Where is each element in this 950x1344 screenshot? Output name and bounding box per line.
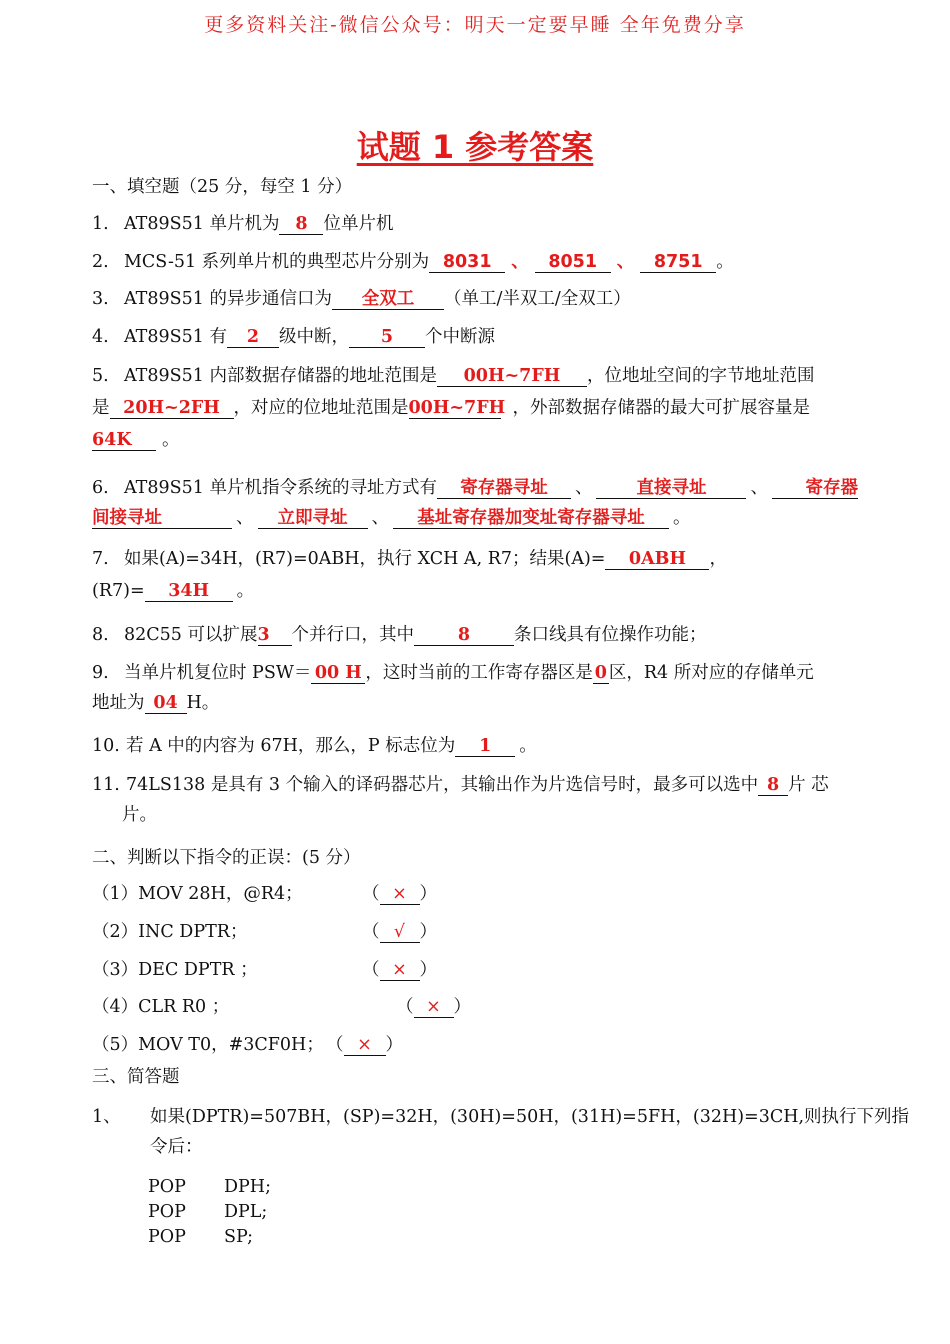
judge-item-3 bbox=[92, 959, 258, 981]
open-paren: （ bbox=[396, 997, 414, 1017]
question-text: 地址为 bbox=[92, 693, 145, 713]
instruction-label: （5）MOV T0，#3CF0H； bbox=[92, 1035, 324, 1055]
answer-blank: 寄存器 bbox=[772, 478, 858, 499]
answer-blank: 00 H bbox=[311, 663, 365, 684]
question-text: 。 bbox=[673, 508, 691, 528]
question-number: 2. bbox=[92, 252, 109, 272]
question-text: H。 bbox=[186, 693, 220, 713]
answer-blank: 0ABH bbox=[605, 549, 709, 570]
code-line bbox=[148, 1225, 253, 1249]
question-text: ， bbox=[709, 549, 727, 569]
short-question-1-number: 1、 bbox=[92, 1107, 121, 1127]
code-operand: DPH; bbox=[224, 1177, 271, 1197]
answer-blank: 直接寻址 bbox=[596, 478, 746, 499]
question-text: 82C55 可以扩展 bbox=[124, 625, 258, 645]
judge-result-5 bbox=[326, 1034, 403, 1056]
judge-item-2 bbox=[92, 921, 247, 943]
question-number: 8. bbox=[92, 625, 109, 645]
open-paren: （ bbox=[326, 1035, 344, 1055]
question-text: AT89S51 单片机为 bbox=[124, 214, 280, 234]
question-number: 10. bbox=[92, 736, 120, 756]
instruction-label: （2）INC DPTR； bbox=[92, 922, 248, 942]
judge-result-1 bbox=[362, 883, 437, 905]
question-text: (R7)= bbox=[92, 581, 145, 601]
question-text: 级中断， bbox=[278, 327, 349, 347]
answer-blank: 8 bbox=[758, 775, 788, 796]
answer-blank: 64K bbox=[92, 430, 156, 451]
question-number: 1. bbox=[92, 214, 109, 234]
answer-blank: 00H~7FH bbox=[437, 366, 587, 387]
question-text: 条口线具有位操作功能； bbox=[514, 625, 707, 645]
question-text: 区，R4 所对应的存储单元 bbox=[608, 663, 814, 683]
answer-blank: 8 bbox=[414, 625, 514, 646]
short-question-1-text: 如果(DPTR)=507BH，(SP)=32H，(30H)=50H，(31H)=5FH，(32H)=3CH,则执行下列指 bbox=[150, 1107, 910, 1127]
question-number: 4. bbox=[92, 327, 109, 347]
judge-result-3 bbox=[362, 959, 437, 981]
question-9-line-2 bbox=[92, 692, 219, 714]
question-text: 。 bbox=[162, 430, 180, 450]
answer-blank: 00H~7FH bbox=[408, 398, 506, 418]
question-text: 。 bbox=[716, 252, 734, 272]
section-heading-fill-in: 一、填空题（25 分，每空 1 分） bbox=[92, 177, 353, 197]
answer-blank: 立即寻址 bbox=[258, 508, 368, 529]
question-5-line-3 bbox=[92, 429, 180, 451]
instruction-label: （4）CLR R0 ； bbox=[92, 997, 230, 1017]
answer-blank: 8031 bbox=[429, 252, 505, 273]
question-number: 3. bbox=[92, 289, 109, 309]
question-3 bbox=[92, 288, 631, 310]
close-paren: ） bbox=[419, 884, 437, 904]
code-line bbox=[148, 1200, 267, 1224]
question-text: AT89S51 有 bbox=[124, 327, 227, 347]
question-number: 6. bbox=[92, 478, 109, 498]
code-line bbox=[148, 1175, 271, 1199]
question-text: AT89S51 内部数据存储器的地址范围是 bbox=[124, 366, 437, 386]
question-text: 当单片机复位时 PSW＝ bbox=[124, 663, 312, 683]
question-number: 5. bbox=[92, 366, 109, 386]
question-text: 若 A 中的内容为 67H，那么，P 标志位为 bbox=[126, 736, 456, 756]
open-paren: （ bbox=[362, 960, 380, 980]
question-10 bbox=[92, 735, 537, 757]
question-6-line-1 bbox=[92, 477, 858, 499]
question-2 bbox=[92, 251, 734, 273]
code-operand: SP; bbox=[224, 1227, 254, 1247]
question-8 bbox=[92, 624, 707, 646]
answer-blank: 20H~2FH bbox=[110, 398, 234, 419]
answer-blank: 2 bbox=[227, 327, 279, 348]
separator: 、 bbox=[750, 478, 768, 498]
section-heading-short-answer: 三、简答题 bbox=[92, 1067, 180, 1087]
question-text: AT89S51 单片机指令系统的寻址方式有 bbox=[124, 478, 437, 498]
question-7-line-2 bbox=[92, 580, 254, 602]
judge-item-1 bbox=[92, 883, 303, 905]
question-text: 位单片机 bbox=[323, 214, 394, 234]
top-banner: 更多资料关注-微信公众号：明天一定要早睡 全年免费分享 bbox=[204, 14, 746, 36]
question-text: 个并行口，其中 bbox=[291, 625, 414, 645]
separator: 、 bbox=[511, 252, 529, 272]
question-text: 。 bbox=[519, 736, 537, 756]
answer-blank: 3 bbox=[258, 625, 292, 646]
judge-result-4 bbox=[396, 996, 471, 1018]
cross-mark-icon: × bbox=[344, 1035, 386, 1056]
separator: 、 bbox=[616, 252, 635, 272]
question-text: 如果(A)=34H，(R7)=0ABH，执行 XCH A, R7；结果(A)= bbox=[124, 549, 606, 569]
question-9-line-1 bbox=[92, 662, 814, 684]
question-text: 个中断源 bbox=[424, 327, 495, 347]
question-text: 片 芯 bbox=[788, 775, 829, 795]
instruction-label: （3）DEC DPTR ； bbox=[92, 960, 258, 980]
answer-blank: 5 bbox=[349, 327, 425, 348]
question-7-line-1 bbox=[92, 548, 727, 570]
question-text: 。 bbox=[236, 581, 255, 601]
section-heading-true-false: 二、判断以下指令的正误：(5 分） bbox=[92, 848, 361, 868]
question-text: 74LS138 是具有 3 个输入的译码器芯片，其输出作为片选信号时，最多可以选中 bbox=[126, 775, 759, 795]
code-opcode: POP bbox=[148, 1227, 186, 1247]
cross-mark-icon: × bbox=[380, 884, 420, 905]
answer-blank: 间接寻址 bbox=[92, 508, 232, 529]
answer-blank: 34H bbox=[145, 581, 233, 602]
question-1 bbox=[92, 213, 393, 235]
instruction-label: （1）MOV 28H，@R4； bbox=[92, 884, 303, 904]
cross-mark-icon: × bbox=[414, 997, 454, 1018]
close-paren: ） bbox=[385, 1035, 403, 1055]
answer-blank: 0 bbox=[594, 663, 607, 683]
question-text: ，这时当前的工作寄存器区是 bbox=[365, 663, 593, 683]
question-text: MCS-51 系列单片机的典型芯片分别为 bbox=[124, 252, 430, 272]
close-paren: ） bbox=[453, 997, 471, 1017]
cross-mark-icon: × bbox=[380, 960, 420, 981]
answer-blank: 基址寄存器加变址寄存器寻址 bbox=[393, 508, 669, 529]
answer-blank: 全双工 bbox=[332, 289, 444, 310]
question-number: 11. bbox=[92, 775, 120, 795]
code-opcode: POP bbox=[148, 1202, 186, 1222]
answer-blank: 寄存器寻址 bbox=[437, 478, 571, 499]
separator: 、 bbox=[236, 508, 254, 528]
question-text: AT89S51 的异步通信口为 bbox=[124, 289, 332, 309]
open-paren: （ bbox=[362, 922, 380, 942]
question-number: 9. bbox=[92, 663, 109, 683]
check-mark-icon: √ bbox=[380, 922, 420, 943]
judge-item-4 bbox=[92, 996, 229, 1018]
answer-blank: 04 bbox=[145, 693, 187, 714]
question-text: ，位地址空间的字节地址范围 bbox=[586, 366, 815, 386]
judge-item-5 bbox=[92, 1034, 324, 1056]
short-question-1-text-line-2: 令后： bbox=[150, 1137, 203, 1157]
close-paren: ） bbox=[419, 922, 437, 942]
question-text: ，对应的位地址范围是 bbox=[233, 398, 409, 418]
question-6-line-2 bbox=[92, 507, 691, 529]
answer-blank: 8 bbox=[279, 214, 323, 235]
separator: 、 bbox=[574, 478, 593, 498]
question-4 bbox=[92, 326, 495, 348]
answer-blank: 8051 bbox=[535, 252, 611, 273]
code-opcode: POP bbox=[148, 1177, 186, 1197]
question-text: ，外部数据存储器的最大可扩展容量是 bbox=[512, 398, 810, 418]
code-operand: DPL; bbox=[224, 1202, 268, 1222]
separator: 、 bbox=[371, 508, 389, 528]
open-paren: （ bbox=[362, 884, 380, 904]
question-11-line-2: 片。 bbox=[122, 805, 157, 825]
answer-blank: 8751 bbox=[640, 252, 716, 273]
page-title: 试题 1 参考答案 bbox=[356, 128, 594, 166]
answer-blank: 1 bbox=[455, 736, 515, 757]
question-5-line-2 bbox=[92, 397, 810, 419]
question-5-line-1 bbox=[92, 365, 814, 387]
question-text: （单工/半双工/全双工） bbox=[443, 289, 631, 309]
question-number: 7. bbox=[92, 549, 109, 569]
question-11-line-1 bbox=[92, 774, 829, 796]
question-text: 是 bbox=[92, 398, 110, 418]
close-paren: ） bbox=[419, 960, 437, 980]
judge-result-2 bbox=[362, 921, 437, 943]
